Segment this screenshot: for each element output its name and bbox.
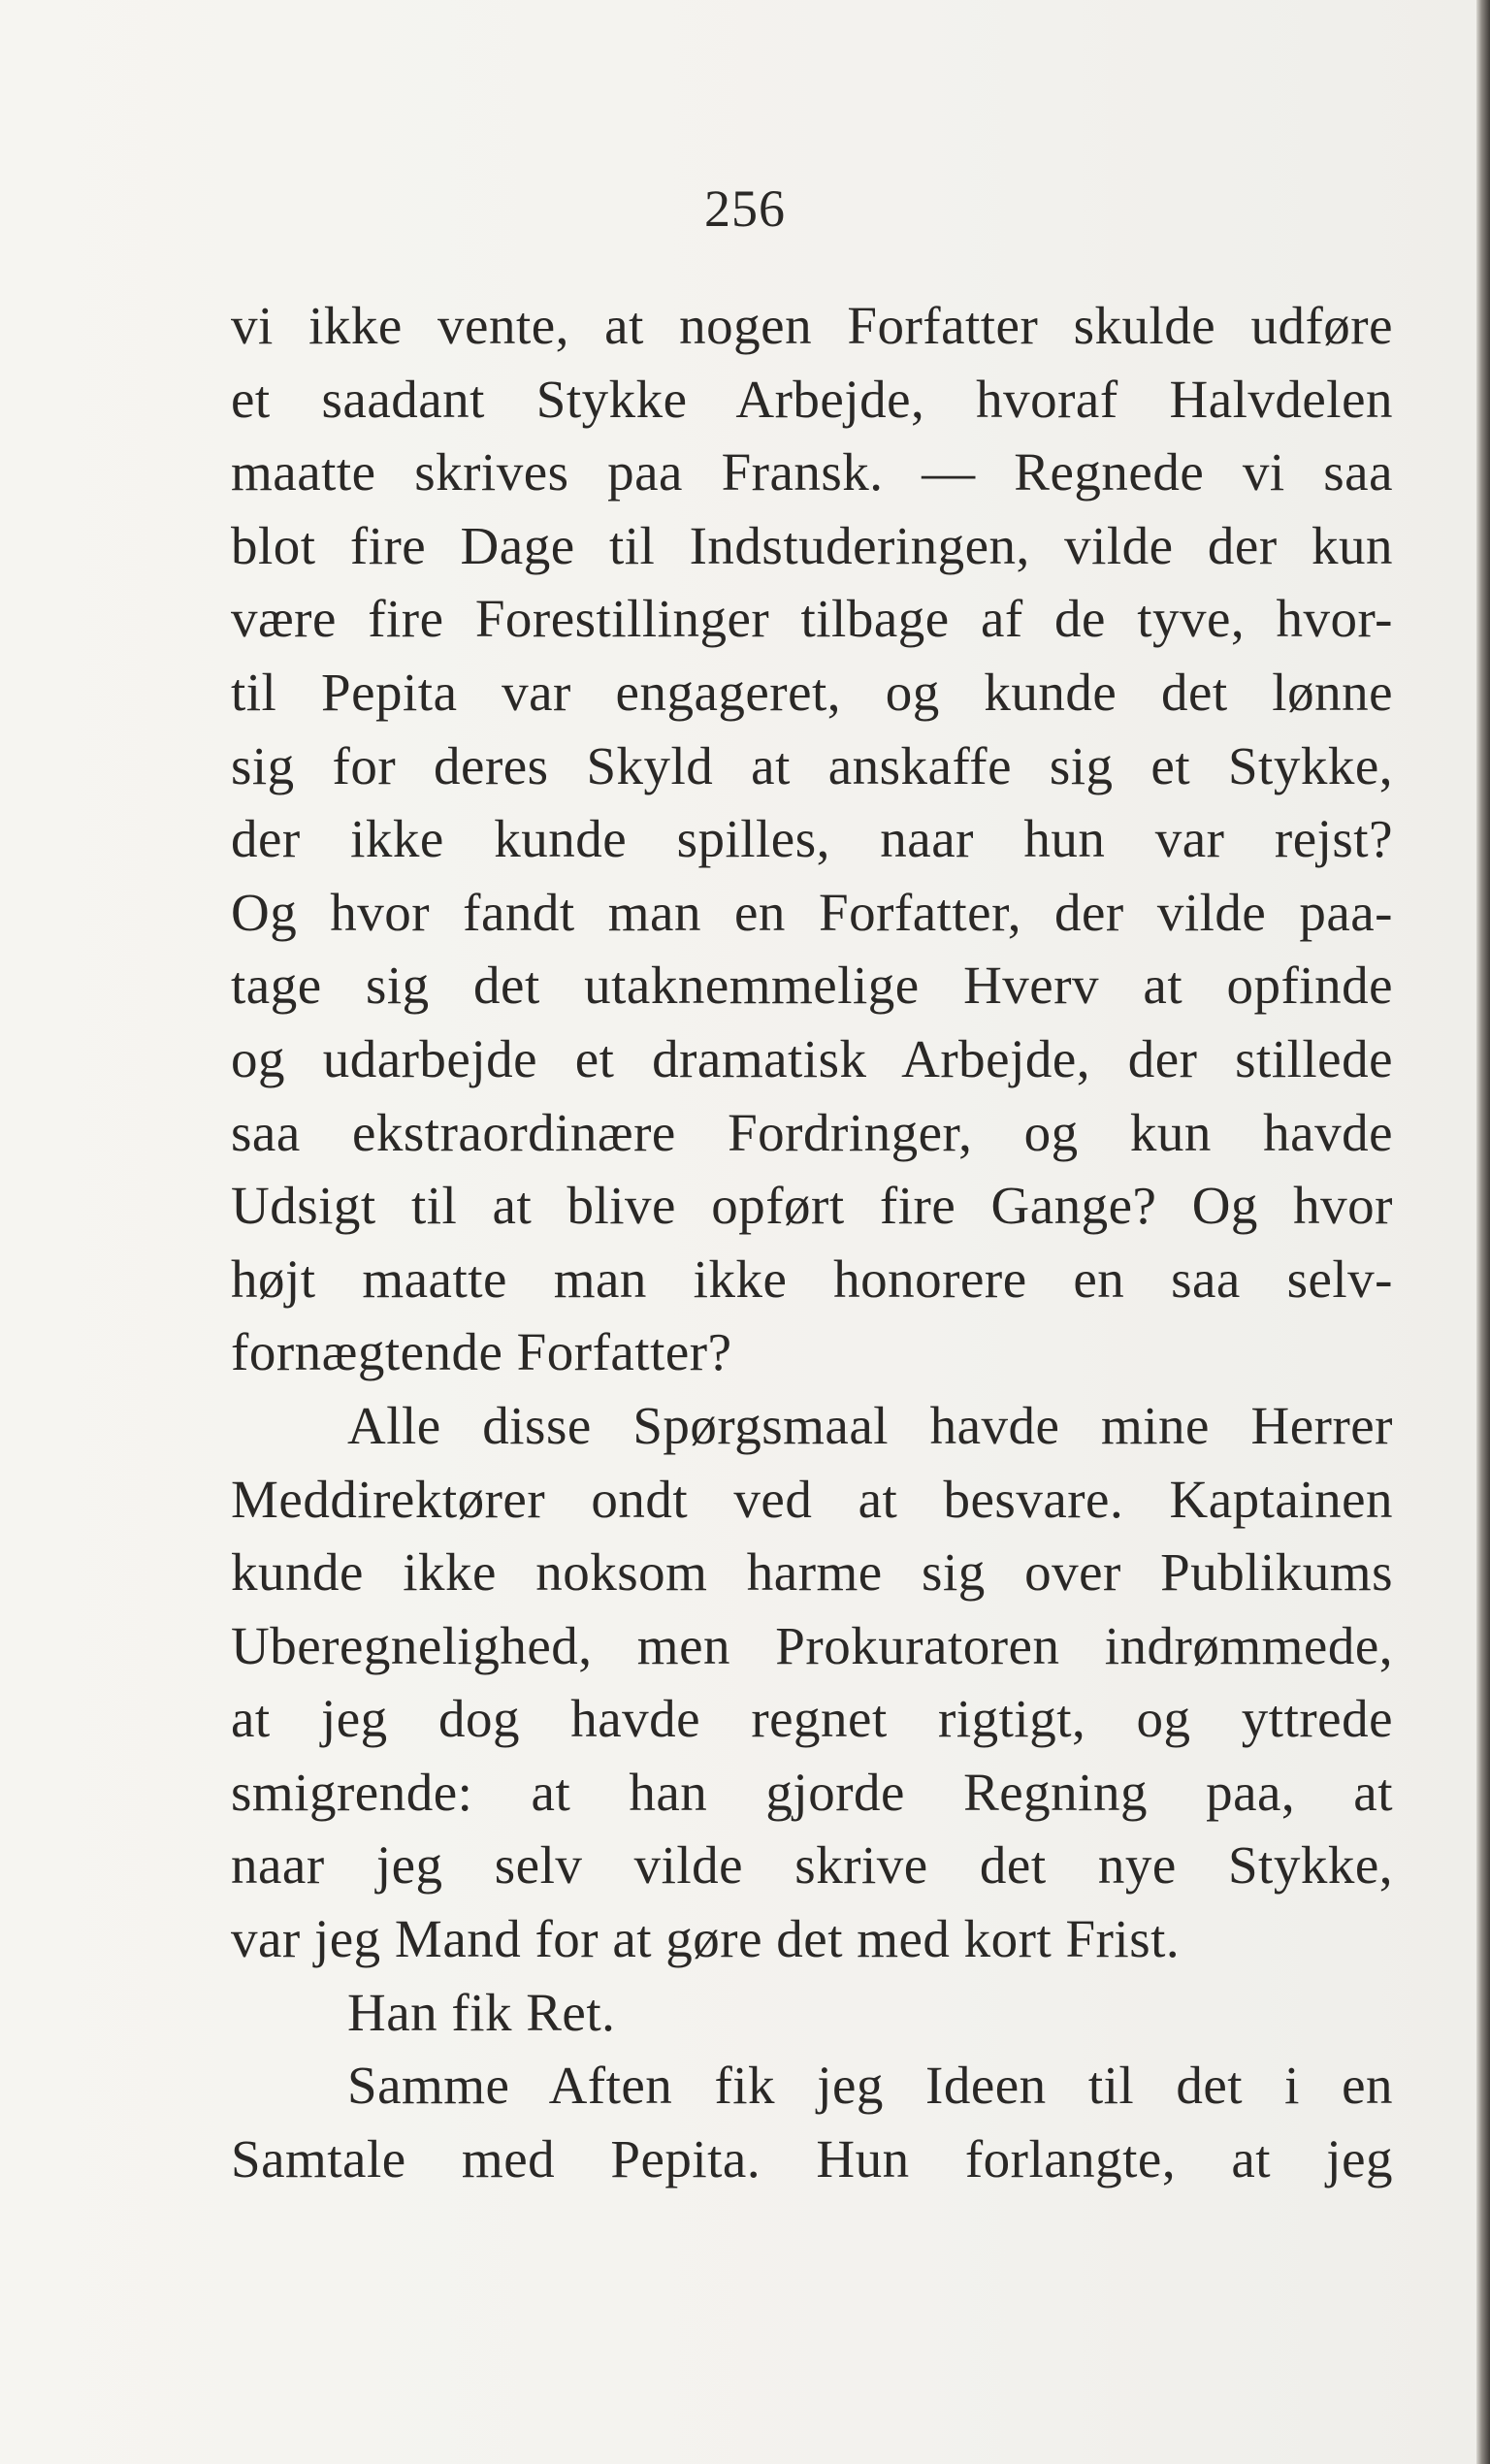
text-line: Alle disse Spørgsmaal havde mine Herrer <box>347 1395 1393 1455</box>
text-line: Udsigt til at blive opført fire Gange? Og hvor <box>231 1176 1393 1236</box>
text-line: Samme Aften fik jeg Ideen til det i en <box>347 2056 1393 2116</box>
text-line: smigrende: at han gjorde Regning paa, at <box>231 1762 1393 1822</box>
text-line: var jeg Mand for at gøre det med kort Frist. <box>231 1909 1181 1969</box>
text-line: Og hvor fandt man en Forfatter, der vilde paa- <box>231 882 1393 942</box>
text-line: fornægtende Forfatter? <box>231 1322 732 1382</box>
page-number: 256 <box>704 179 786 238</box>
text-line: at jeg dog havde regnet rigtigt, og yttrede <box>231 1689 1393 1749</box>
text-line: der ikke kunde spilles, naar hun var rejst? <box>231 809 1393 869</box>
text-line: naar jeg selv vilde skrive det nye Stykke, <box>231 1835 1393 1896</box>
text-line: vi ikke vente, at nogen Forfatter skulde udføre <box>231 296 1393 355</box>
text-line: Meddirektører ondt ved at besvare. Kaptainen <box>231 1469 1393 1529</box>
text-line: og udarbejde et dramatisk Arbejde, der stillede <box>231 1028 1393 1088</box>
page-edge <box>1476 0 1490 2464</box>
text-line: Han fik Ret. <box>347 1982 616 2042</box>
text-line: tage sig det utaknemmelige Hverv at opfinde <box>231 956 1393 1016</box>
text-line: et saadant Stykke Arbejde, hvoraf Halvdelen <box>231 369 1393 429</box>
text-line: til Pepita var engageret, og kunde det lønne <box>231 662 1393 722</box>
text-line: maatte skrives paa Fransk. — Regnede vi saa <box>231 442 1393 503</box>
text-line: sig for deres Skyld at anskaffe sig et Stykke, <box>231 735 1393 795</box>
text-line: højt maatte man ikke honorere en saa selv- <box>231 1248 1393 1309</box>
text-line: Uberegnelighed, men Prokuratoren indrømmede, <box>231 1615 1393 1675</box>
text-line: være fire Forestillinger tilbage af de tyve, hvor- <box>231 589 1393 649</box>
text-line: kunde ikke noksom harme sig over Publikums <box>231 1542 1393 1603</box>
text-line: blot fire Dage til Indstuderingen, vilde der kun <box>231 515 1393 575</box>
text-line: saa ekstraordinære Fordringer, og kun havde <box>231 1102 1393 1162</box>
text-line: Samtale med Pepita. Hun forlangte, at jeg <box>231 2128 1393 2188</box>
body-text <box>231 289 1393 2195</box>
